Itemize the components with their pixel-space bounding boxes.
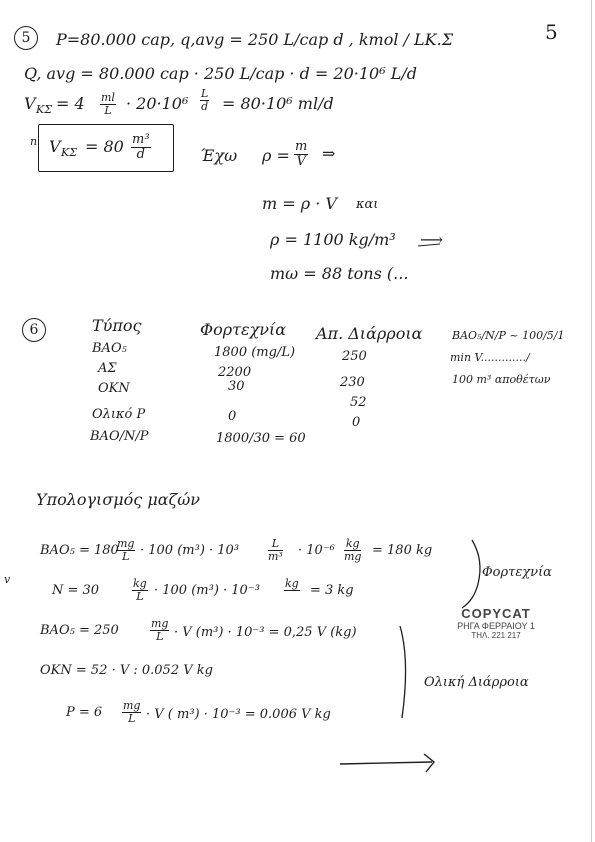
l1-frac-1-num: mg [117,537,135,550]
l1-frac-3-num: kg [345,537,360,550]
kai-text: και [356,197,379,212]
row-type: ΑΣ [98,361,117,376]
l2-frac-1-den: L [136,589,144,603]
row-load: 2200 [218,365,252,380]
l1-mid-2: · 10⁻⁶ [298,543,335,558]
l5-frac-1-den: L [128,711,136,725]
l1-frac-1-den: L [122,549,130,563]
l1-mid: · 100 (m³) · 10³ [140,543,240,558]
row-type: ΒΑΟ₅ [92,341,127,356]
boxed-subscript: ΚΣ [61,146,77,159]
stamp-brand: COPYCAT [461,606,531,621]
row-outflow: 52 [350,395,367,410]
brace-outflow [400,626,406,718]
exo-text: Έχω [200,146,238,165]
row-load: 30 [228,379,245,394]
boxed-frac-den: d [136,146,145,162]
vks-middle: · 20·10⁶ [126,94,189,113]
calc-title: Υπολογισμός μαζών [36,490,200,509]
page-number: 5 [545,20,558,44]
l3-rest: · V (m³) · 10⁻³ = 0,25 V (kg) [174,625,357,640]
left-margin-mark: v [4,573,11,586]
rho-value: ρ = 1100 kg/m³ [270,230,396,249]
l2-frac-1-num: kg [133,577,147,590]
l1-result: = 180 kg [372,543,433,558]
vks-symbol: V [24,94,36,113]
q5-header: P=80.000 cap, q,avg = 250 L/cap d , kmol / LK.Σ [56,30,454,49]
row-outflow: 250 [342,349,367,364]
row-type: ΟΚΝ [98,381,130,396]
stamp-phone: ΤΗΛ. 221 217 [471,631,521,640]
l1-frac-3-den: mg [344,549,362,563]
brace-label-load: Φορτεχνία [482,565,552,580]
side-mark: n [30,135,38,148]
vks-frac-num: ml [101,91,115,104]
stamp-street: ΡΗΓΑ ΦΕΡΡΑΙΟΥ 1 [457,621,535,631]
row-outflow: 230 [340,375,365,390]
l5-frac-1-num: mg [123,699,141,712]
row-type: Ολικό Ρ [92,407,146,422]
table-header-load: Φορτεχνία [200,320,287,339]
brace-label-outflow: Ολική Διάρροια [424,675,529,690]
l2-result: = 3 kg [310,583,354,598]
row-load: 1800 (mg/L) [214,345,296,360]
vks-subscript: ΚΣ [36,103,52,116]
ratio-note-line: ΒΑΟ₅/Ν/Ρ ~ 100/5/1 [452,329,565,342]
l3-frac-1-den: L [156,629,164,643]
l2-mid: · 100 (m³) · 10⁻³ [154,583,260,598]
l1-start: ΒΑΟ₅ = 180 [40,543,119,558]
l3-frac-1-num: mg [151,617,169,630]
l5-start: P = 6 [66,705,103,720]
ratio-note-line: 100 m³ αποθέτων [452,373,551,386]
vks-frac2-num: L [201,87,209,100]
row-outflow: 0 [352,415,361,430]
vks-frac2-den: d [201,99,209,113]
rho-arrow: ⇒ [322,144,336,163]
l2-frac-2-num: kg [285,577,299,590]
row-load: 1800/30 = 60 [216,431,306,446]
row-type: ΒΑΟ/Ν/Ρ [90,429,149,444]
question-number-5: 5 [14,26,38,50]
rho-frac-den: V [296,153,306,169]
rho-frac-num: m [295,139,308,154]
final-arrow [340,754,434,772]
l3-start: ΒΑΟ₅ = 250 [40,623,119,638]
q5-qavg-line: Q, avg = 80.000 cap · 250 L/cap · d = 20·10⁶ L/d [24,64,417,83]
mass-value: mω = 88 tons (... [270,264,409,283]
row-load: 0 [228,409,237,424]
brace-load [462,540,480,608]
vks-frac-den: L [104,103,112,117]
l1-frac-2-den: m³ [268,549,283,563]
table-header-outflow: Απ. Διάρροια [316,324,423,343]
boxed-equals: = 80 [85,137,124,156]
vks-equals: = 4 [56,94,85,113]
vks-tail: = 80·10⁶ ml/d [222,94,334,113]
l5-rest: · V ( m³) · 10⁻³ = 0.006 V kg [146,707,331,722]
table-header-type: Τύπος [92,316,142,335]
m-equation: m = ρ · V [262,194,337,213]
boxed-symbol: V [49,137,61,156]
rho-lhs: ρ = [262,146,290,165]
question-number-6: 6 [22,318,46,342]
boxed-frac-num: m³ [132,132,150,147]
ratio-note-line: min V............./ [450,351,530,364]
calc-line-4: ΟΚΝ = 52 · V : 0.052 V kg [40,663,213,678]
rho-value-arrow: ⟶ [420,230,443,249]
rho-value-underline-arrow [418,244,440,246]
l1-frac-2-num: L [268,538,283,551]
l2-start: N = 30 [52,583,100,598]
